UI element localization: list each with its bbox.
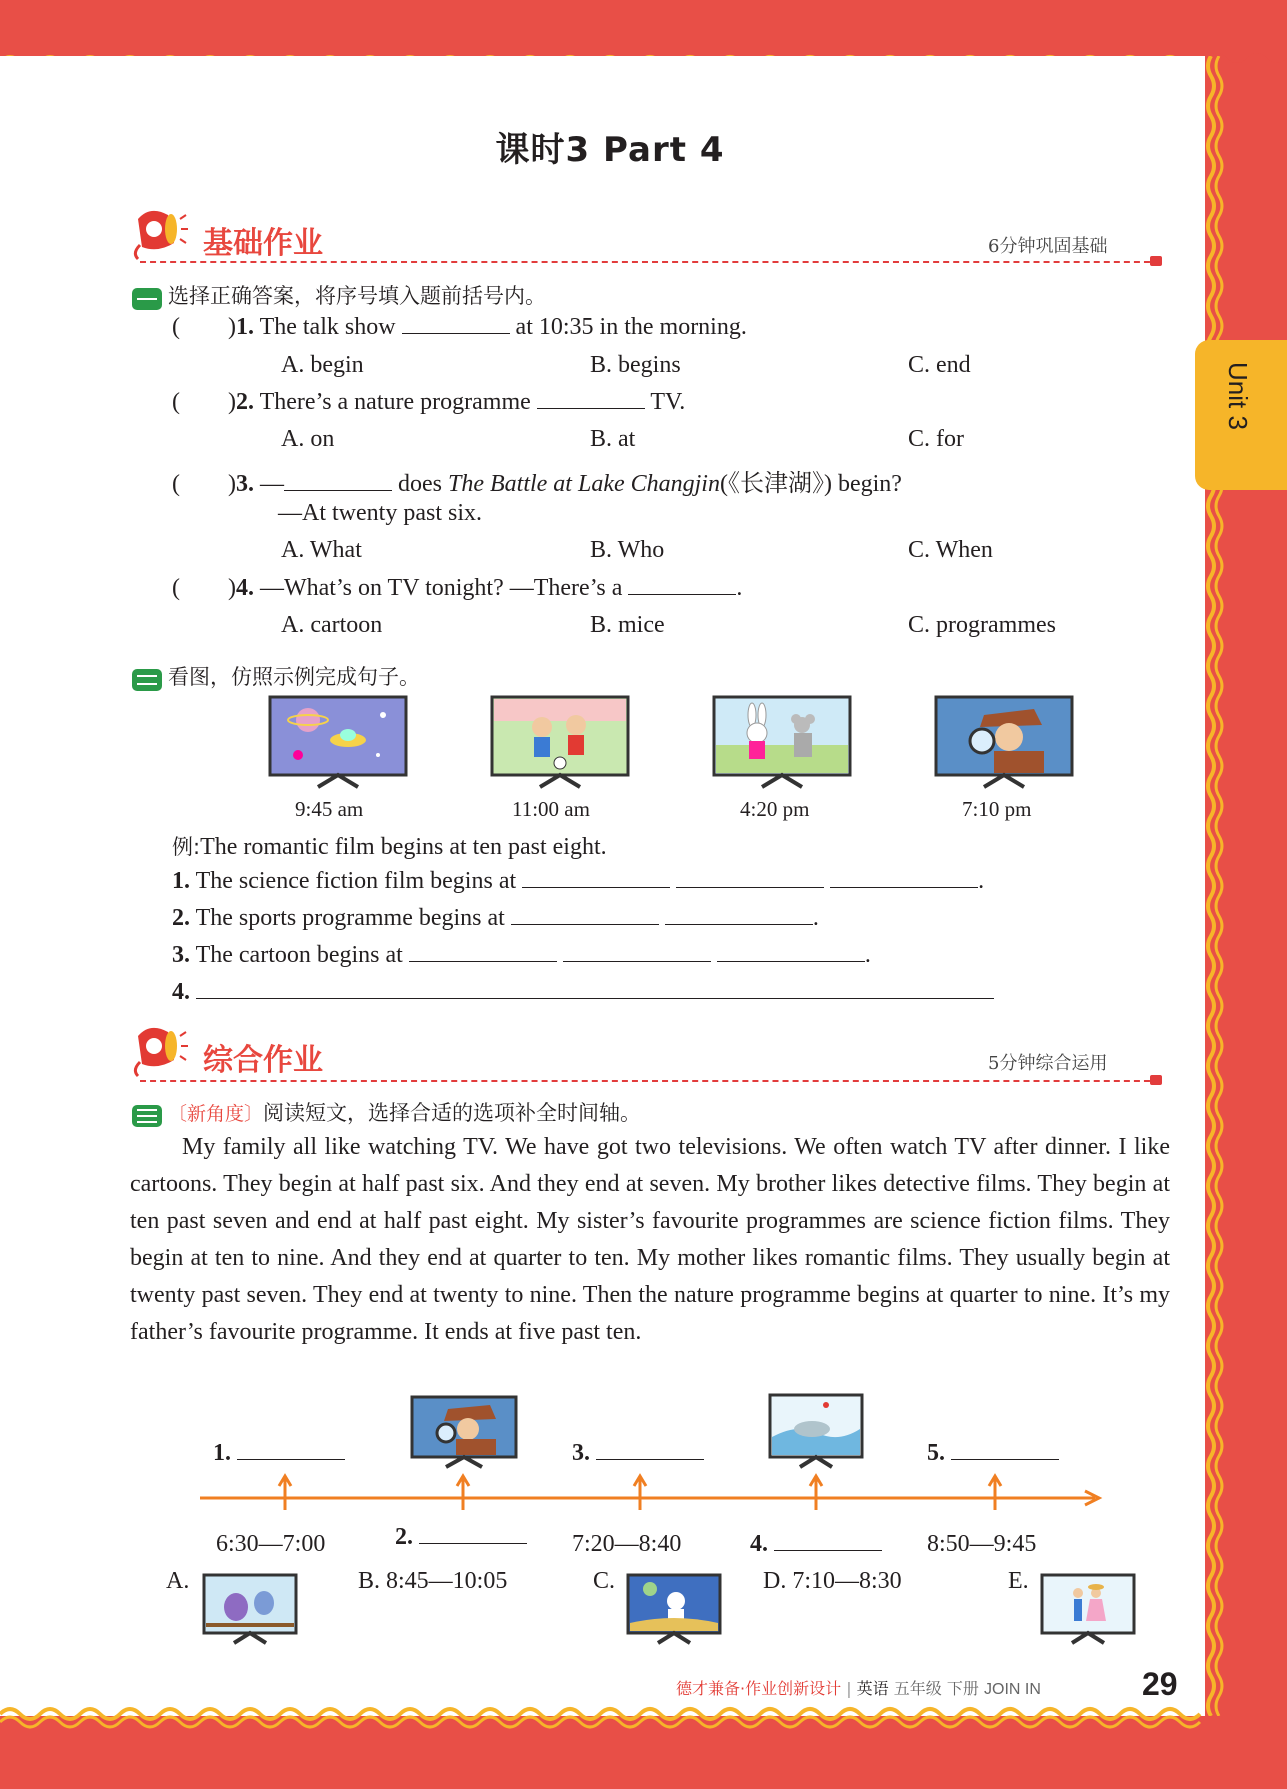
answer-line: —At twenty past six. bbox=[278, 500, 482, 526]
sentence-number: 4. bbox=[172, 979, 190, 1005]
footer-separator: | bbox=[846, 1679, 852, 1698]
answer-bracket[interactable]: ( ) bbox=[172, 314, 236, 340]
question-2 bbox=[172, 389, 685, 416]
footer-volume: 下册 bbox=[946, 1679, 979, 1698]
answer-blank[interactable] bbox=[665, 924, 813, 925]
question-stem: TV. bbox=[650, 389, 686, 415]
answer-blank[interactable] bbox=[537, 408, 645, 409]
section2-note: 5分钟综合运用 bbox=[988, 1053, 1108, 1074]
divider-end bbox=[1150, 256, 1162, 266]
timeline-slot-1 bbox=[213, 1440, 345, 1467]
part3-badge bbox=[132, 1105, 162, 1127]
megaphone-icon bbox=[130, 1022, 190, 1078]
question-stem: at 10:35 in the morning. bbox=[515, 314, 747, 340]
question-stem: There’s a nature programme bbox=[259, 389, 531, 415]
slot-number: 2. bbox=[395, 1524, 413, 1550]
timeline-slot-4 bbox=[750, 1531, 882, 1558]
answer-blank[interactable] bbox=[196, 998, 994, 999]
section2-title: 综合作业 bbox=[203, 1043, 323, 1078]
question-3 bbox=[172, 463, 902, 498]
section1-title: 基础作业 bbox=[203, 226, 323, 261]
sentence-2: 2. The sports programme begins at . bbox=[172, 905, 819, 931]
part3-tag: 〔新角度〕 bbox=[168, 1103, 264, 1125]
answer-blank[interactable] bbox=[628, 594, 736, 595]
tv-scifi-image bbox=[626, 1573, 722, 1645]
part1-instruction: 选择正确答案，将序号填入题前括号内。 bbox=[168, 284, 546, 308]
question-4 bbox=[172, 575, 742, 602]
timeline-slot-2 bbox=[395, 1524, 527, 1551]
timeline-slot-5 bbox=[927, 1440, 1059, 1467]
answer-blank[interactable] bbox=[419, 1543, 527, 1544]
option-a[interactable]: A. bbox=[166, 1568, 190, 1594]
question-stem: . bbox=[736, 575, 743, 601]
slot-number: 1. bbox=[213, 1440, 231, 1466]
tv-sports-image bbox=[490, 695, 630, 790]
tv-nature-image bbox=[768, 1393, 864, 1469]
question-stem: — bbox=[259, 471, 284, 497]
answer-blank[interactable] bbox=[522, 887, 670, 888]
answer-blank[interactable] bbox=[774, 1550, 882, 1551]
answer-bracket[interactable]: ( ) bbox=[172, 471, 236, 497]
option-e[interactable]: E. bbox=[1008, 1568, 1029, 1594]
answer-blank[interactable] bbox=[402, 333, 510, 334]
part1-heading bbox=[132, 280, 546, 310]
part1-badge bbox=[132, 288, 162, 310]
question-stem: The talk show bbox=[259, 314, 396, 340]
option[interactable]: B. mice bbox=[590, 612, 665, 638]
option[interactable]: C. programmes bbox=[908, 612, 1056, 638]
time-label: 11:00 am bbox=[512, 797, 590, 821]
timeline-time: 6:30—7:00 bbox=[216, 1531, 326, 1557]
question-number: 1. bbox=[235, 314, 254, 340]
part2-instruction: 看图，仿照示例完成句子。 bbox=[168, 665, 420, 689]
question-stem: does bbox=[397, 471, 442, 497]
answer-blank[interactable] bbox=[717, 961, 865, 962]
question-1 bbox=[172, 314, 747, 341]
answer-blank[interactable] bbox=[951, 1459, 1059, 1460]
tv-space-image bbox=[268, 695, 408, 790]
option[interactable]: C. When bbox=[908, 537, 993, 563]
footer-subject: 英语 bbox=[856, 1679, 889, 1698]
tv-romantic-image bbox=[1040, 1573, 1136, 1645]
sentence-text: The science fiction film begins at bbox=[195, 868, 517, 894]
option[interactable]: B. begins bbox=[590, 352, 681, 378]
answer-blank[interactable] bbox=[676, 887, 824, 888]
bottom-wave-border bbox=[0, 1700, 1287, 1740]
question-number: 3. bbox=[235, 471, 254, 497]
time-label: 7:10 pm bbox=[962, 797, 1032, 821]
option[interactable]: A. begin bbox=[281, 352, 364, 378]
question-stem: —What’s on TV tonight? —There’s a bbox=[259, 575, 623, 601]
section1-divider bbox=[140, 261, 1160, 263]
film-title: The Battle at Lake Changjin bbox=[447, 471, 720, 497]
right-wave-border bbox=[1205, 56, 1225, 1716]
footer-grade: 五年级 bbox=[893, 1679, 942, 1698]
answer-blank[interactable] bbox=[830, 887, 978, 888]
time-label: 4:20 pm bbox=[740, 797, 810, 821]
footer-edition: JOIN IN bbox=[984, 1681, 1041, 1698]
question-stem: (《长津湖》) begin? bbox=[719, 471, 902, 497]
answer-blank[interactable] bbox=[237, 1459, 345, 1460]
time-label: 9:45 am bbox=[295, 797, 364, 821]
slot-number: 5. bbox=[927, 1440, 945, 1466]
slot-number: 3. bbox=[572, 1440, 590, 1466]
answer-blank[interactable] bbox=[563, 961, 711, 962]
option[interactable]: C. end bbox=[908, 352, 971, 378]
question-number: 2. bbox=[235, 389, 254, 415]
tv-detective-image bbox=[410, 1395, 518, 1469]
answer-blank[interactable] bbox=[511, 924, 659, 925]
sentence-4 bbox=[172, 979, 994, 1006]
option[interactable]: A. on bbox=[281, 426, 335, 452]
timeline-time: 7:20—8:40 bbox=[572, 1531, 682, 1557]
part3-instruction: 阅读短文，选择合适的选项补全时间轴。 bbox=[263, 1101, 642, 1125]
timeline-slot-3 bbox=[572, 1440, 704, 1467]
section1-note: 6分钟巩固基础 bbox=[988, 236, 1108, 257]
option-b[interactable]: B. 8:45—10:05 bbox=[358, 1568, 508, 1594]
option[interactable]: B. Who bbox=[590, 537, 665, 563]
part3-heading bbox=[132, 1097, 641, 1127]
megaphone-icon bbox=[130, 205, 190, 261]
option[interactable]: C. for bbox=[908, 426, 964, 452]
footer bbox=[676, 1676, 1041, 1699]
answer-bracket[interactable]: ( ) bbox=[172, 575, 236, 601]
slot-number: 4. bbox=[750, 1531, 768, 1557]
section2-divider bbox=[140, 1080, 1160, 1082]
divider-end bbox=[1150, 1075, 1162, 1085]
answer-blank[interactable] bbox=[409, 961, 557, 962]
sentence-number: 2. bbox=[172, 905, 190, 931]
unit-tab[interactable] bbox=[1195, 340, 1287, 490]
option[interactable]: A. What bbox=[281, 537, 362, 563]
option[interactable]: B. at bbox=[590, 426, 636, 452]
sentence-text: The sports programme begins at bbox=[195, 905, 505, 931]
part2-heading bbox=[132, 661, 420, 691]
example-sentence bbox=[172, 831, 607, 861]
option[interactable]: A. cartoon bbox=[281, 612, 383, 638]
tv-detective-image bbox=[934, 695, 1074, 790]
unit-tab-label: Unit 3 bbox=[1223, 362, 1253, 430]
reading-passage: My family all like watching TV. We have got two televisions. We often watch TV after dinner. I like cartoons. They begin at half past six. And they end at seven. My brother likes detective films. They begin at ten past seven and end at half past eight. My sister’s favourite programmes are science fiction films. They begin at ten to nine. And they end at quarter to ten. My mother likes romantic films. They usually begin at twenty past seven. They end at twenty to nine. Then the nature programme begins at quarter to nine. It’s my father’s favourite programme. It ends at five past ten. bbox=[130, 1134, 1170, 1345]
sentence-number: 1. bbox=[172, 868, 190, 894]
sentence-text: The cartoon begins at bbox=[195, 942, 403, 968]
page-title: 课时3 Part 4 bbox=[495, 130, 725, 170]
page-number: 29 bbox=[1142, 1666, 1178, 1702]
sentence-1: 1. The science fiction film begins at . bbox=[172, 868, 985, 894]
tv-cartoon-birds-image bbox=[202, 1573, 298, 1645]
example-text: The romantic film begins at ten past eight. bbox=[200, 834, 607, 860]
tv-cartoon-image bbox=[712, 695, 852, 790]
answer-blank[interactable] bbox=[284, 490, 392, 491]
option-c[interactable]: C. bbox=[593, 1568, 616, 1594]
part2-badge bbox=[132, 669, 162, 691]
example-label: 例: bbox=[172, 835, 201, 859]
sentence-3: 3. The cartoon begins at . bbox=[172, 942, 871, 968]
footer-series: 德才兼备·作业创新设计 bbox=[676, 1679, 842, 1698]
question-number: 4. bbox=[235, 575, 254, 601]
timeline-time: 8:50—9:45 bbox=[927, 1531, 1037, 1557]
answer-blank[interactable] bbox=[596, 1459, 704, 1460]
answer-bracket[interactable]: ( ) bbox=[172, 389, 236, 415]
option-d[interactable]: D. 7:10—8:30 bbox=[763, 1568, 902, 1594]
sentence-number: 3. bbox=[172, 942, 190, 968]
